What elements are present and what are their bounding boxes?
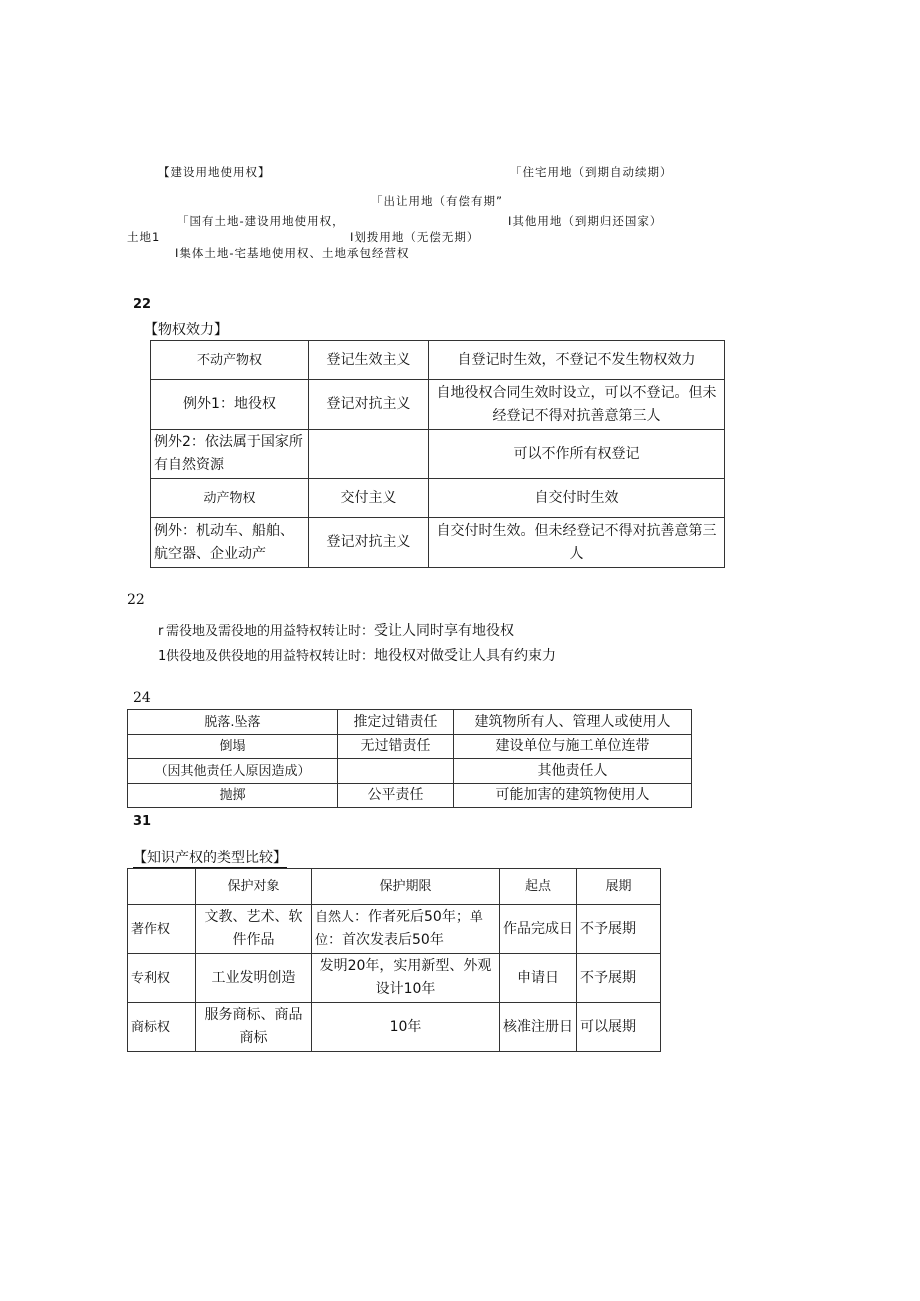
easement-label: 供役地及供役地的用益特权转让时： [166,649,375,664]
table-cell: 自地役权合同生效时设立，可以不登记。但未经登记不得对抗善意第三人 [429,380,725,430]
table-row [151,479,725,518]
table-cell: 商标权 [128,1003,196,1052]
table-cell: 倒塌 [128,735,338,759]
table-cell: 不予展期 [577,954,661,1003]
easement-line-1 [158,620,514,640]
table-cell: 10年 [312,1003,500,1052]
easement-line-2 [158,645,556,665]
table-cell: 作品完成日 [500,905,577,954]
table-cell: 无过错责任 [338,735,454,759]
tree-other-land: I其他用地（到期归还国家） [508,214,663,228]
table-cell: 工业发明创造 [196,954,312,1003]
term-natural-person-text: ：作者死后50年； [354,909,470,925]
table-row [128,735,692,759]
table-cell: （因其他责任人原因造成） [128,759,338,784]
tree-construction-title: 【建设用地使用权】 [158,165,271,179]
table-header: 展期 [577,869,661,905]
table-header-row [128,869,661,905]
table-cell: 著作权 [128,905,196,954]
table-cell: 可以不作所有权登记 [429,430,725,479]
section-22a-title: 【物权效力】 [144,322,228,338]
table-cell: 交付主义 [309,479,429,518]
table-cell: 建设单位与施工单位连带 [454,735,692,759]
table-cell: 例外2：依法属于国家所有自然资源 [151,430,309,479]
table-cell: 动产物权 [151,479,309,518]
table-cell: 专利权 [128,954,196,1003]
table-cell: 不予展期 [577,905,661,954]
table-row [128,1003,661,1052]
table-row [151,380,725,430]
table-row [128,710,692,735]
table-cell: 登记对抗主义 [309,518,429,568]
table-cell: 文教、艺术、软件作品 [196,905,312,954]
tree-state-land: 「国有土地-建设用地使用权， [177,214,345,228]
table-cell: 核准注册日 [500,1003,577,1052]
table-cell: 申请日 [500,954,577,1003]
table-row [128,905,661,954]
table-cell: 登记对抗主义 [309,380,429,430]
tree-collective: I集体土地-宅基地使用权、土地承包经营权 [175,246,410,260]
table-cell: 自登记时生效，不登记不发生物权效力 [429,341,725,380]
table-cell: 登记生效主义 [309,341,429,380]
table-row [151,341,725,380]
table-cell: 例外：机动车、船舶、航空器、企业动产 [151,518,309,568]
table-cell: 其他责任人 [454,759,692,784]
table-cell: 发明20年，实用新型、外观设计10年 [312,954,500,1003]
table-cell: 例外1：地役权 [151,380,309,430]
table-row [128,954,661,1003]
ip-comparison-table [127,868,661,1052]
table-row [128,759,692,784]
table-cell [309,430,429,479]
section-24-number: 24 [133,690,151,706]
section-31-number: 31 [133,814,152,829]
table-cell: 推定过错责任 [338,710,454,735]
table-header: 保护期限 [312,869,500,905]
table-cell: 脱落.坠落 [128,710,338,735]
table-header [128,869,196,905]
tree-allocated: I划拨用地（无偿无期） [350,230,480,244]
section-22a-number: 22 [133,297,152,312]
property-effect-table [150,340,725,568]
table-cell: 公平责任 [338,784,454,808]
table-cell: 服务商标、商品商标 [196,1003,312,1052]
easement-text: 地役权对做受让人具有约束力 [374,648,557,664]
table-cell [338,759,454,784]
term-natural-person: 自然人 [315,910,355,925]
term-entity: 单位 [315,910,483,948]
table-cell: 建筑物所有人、管理人或使用人 [454,710,692,735]
tree-land-root: 土地1 [127,230,161,244]
tree-transfer: 「出让用地（有偿有期” [371,194,503,208]
table-header: 起点 [500,869,577,905]
term-entity-text: ：首次发表后50年 [328,932,444,948]
bracket-mark: 1 [158,649,167,664]
section-22b-number: 22 [127,592,145,608]
building-liability-table [127,709,692,808]
table-cell: 可能加害的建筑物使用人 [454,784,692,808]
table-cell: 抛掷 [128,784,338,808]
table-row [151,430,725,479]
table-row [151,518,725,568]
tree-residential: 「住宅用地（到期自动续期） [510,165,673,179]
section-31-title: 【知识产权的类型比较】 [133,847,287,868]
table-cell: 不动产物权 [151,341,309,380]
table-cell: 自交付时生效 [429,479,725,518]
table-header: 保护对象 [196,869,312,905]
bracket-mark: r [158,624,164,639]
table-cell: 可以展期 [577,1003,661,1052]
easement-text: 受让人同时享有地役权 [374,623,515,639]
table-cell: 自交付时生效。但未经登记不得对抗善意第三人 [429,518,725,568]
easement-label: 需役地及需役地的用益特权转让时： [166,624,375,639]
table-row [128,784,692,808]
table-cell [312,905,500,954]
